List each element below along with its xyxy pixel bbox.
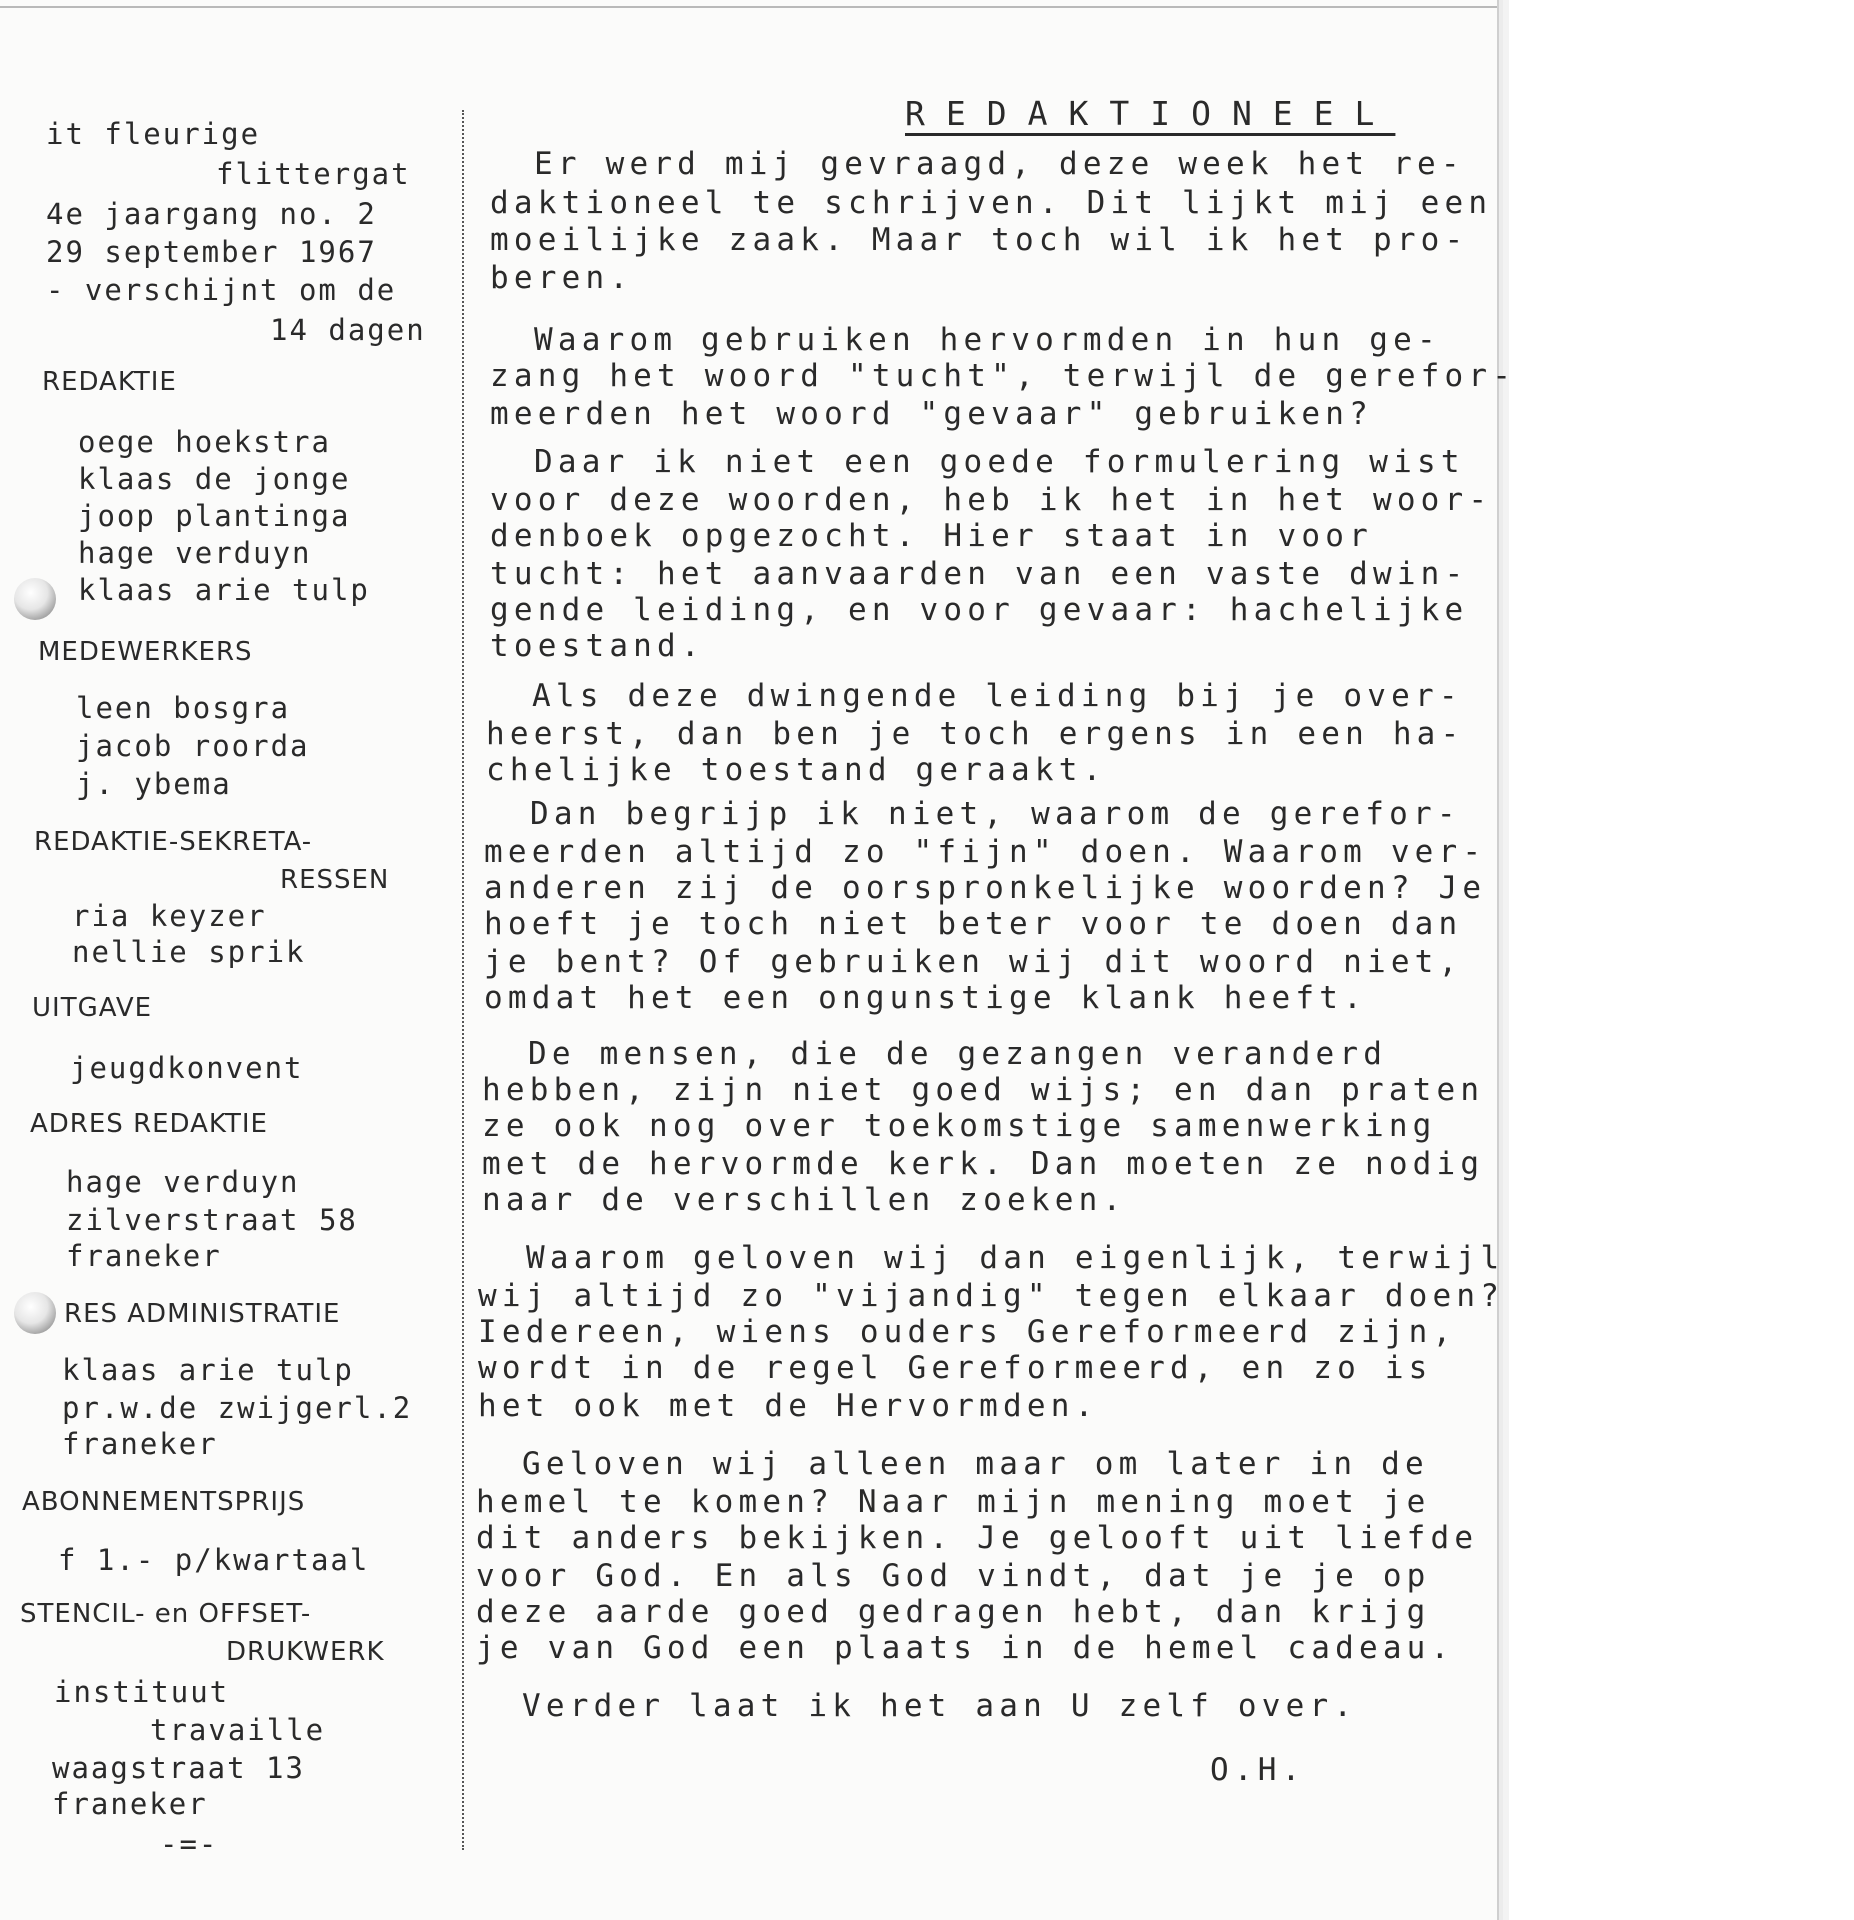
redaktie-member: joop plantinga [78,499,351,533]
column-divider [462,110,464,1850]
article-line: hemel te komen? Naar mijn mening moet je [476,1484,1431,1520]
article-line: meerden het woord "gevaar" gebruiken? [490,396,1373,432]
article-line: Als deze dwingende leiding bij je over- [532,678,1463,714]
medewerker: j. ybema [76,767,232,801]
masthead-line: 14 dagen [270,313,426,347]
article-line: meerden altijd zo "fijn" doen. Waarom ver- [484,834,1487,870]
adres-redaktie-line: zilverstraat 58 [66,1203,358,1237]
redaktie-member: hage verduyn [78,536,312,570]
redaktie-heading: REDAKTIE [42,367,177,397]
masthead-line: it fleurige [46,117,261,151]
article-line: hebben, zijn niet goed wijs; en dan praten [482,1072,1485,1108]
uitgave-value: jeugdkonvent [70,1051,304,1085]
sekretaresse: ria keyzer [72,899,267,933]
article-line: het ook met de Hervormden. [478,1388,1099,1424]
article-line: hoeft je toch niet beter voor te doen dan [484,906,1463,942]
druk-line: franeker [52,1787,208,1821]
article-line: Waarom geloven wij dan eigenlijk, terwijl [526,1240,1505,1276]
adres-redaktie-line: hage verduyn [66,1165,300,1199]
medewerker: leen bosgra [76,691,291,725]
adres-redaktie-heading: ADRES REDAKTIE [30,1109,268,1139]
redaktie-member: klaas de jonge [78,462,351,496]
article-line: voor deze woorden, heb ik het in het woor- [490,482,1493,518]
redaktie-member: oege hoekstra [78,425,331,459]
sekretaresse: nellie sprik [72,935,306,969]
article-line: deze aarde goed gedragen hebt, dan krijg [476,1594,1431,1630]
article-line: daktioneel te schrijven. Dit lijkt mij een [490,185,1493,221]
article-line: Er werd mij gevraagd, deze week het re- [534,146,1465,182]
article-line: De mensen, die de gezangen veranderd [528,1036,1388,1072]
end-mark: -=- [160,1827,219,1861]
adres-admin-heading: RES ADMINISTRATIE [64,1299,341,1329]
adres-redaktie-line: franeker [66,1239,222,1273]
article-line: voor God. En als God vindt, dat je je op [476,1558,1431,1594]
druk-heading: STENCIL- en OFFSET- [20,1599,312,1629]
article-line: Iedereen, wiens ouders Gereformeerd zijn, [478,1314,1457,1350]
adres-admin-line: klaas arie tulp [62,1353,354,1387]
masthead-line: flittergat [216,157,411,191]
article-line: beren. [490,260,634,296]
prijs-value: f 1.- p/kwartaal [58,1543,370,1577]
druk-line: waagstraat 13 [52,1751,305,1785]
colophon-sidebar [0,0,460,1920]
article-line: je van God een plaats in de hemel cadeau. [476,1630,1455,1666]
medewerkers-heading: MEDEWERKERS [38,637,253,667]
article-line: toestand. [490,628,705,664]
article-line: moeilijke zaak. Maar toch wil ik het pro- [490,222,1469,258]
article-line: Verder laat ik het aan U zelf over. [522,1688,1358,1724]
prijs-heading: ABONNEMENTSPRIJS [22,1487,306,1517]
sekretaressen-heading: RESSEN [280,865,390,895]
article-line: dit anders bekijken. Je gelooft uit liefde [476,1520,1479,1556]
article-line: omdat het een ongunstige klank heeft. [484,980,1367,1016]
article-line: Geloven wij alleen maar om later in de [522,1446,1429,1482]
signature: O.H. [1210,1752,1306,1788]
article-line: anderen zij de oorspronkelijke woorden? Je [484,870,1487,906]
article-line: zang het woord "tucht", terwijl de gerefor- [490,358,1517,394]
article-line: Waarom gebruiken hervormden in hun ge- [534,322,1441,358]
article-line: wij altijd zo "vijandig" tegen elkaar doen? [478,1278,1505,1314]
masthead-line: 4e jaargang no. 2 [46,197,377,231]
article-line: Daar ik niet een goede formulering wist [534,444,1465,480]
druk-line: travaille [150,1713,326,1747]
article-line: met de hervormde kerk. Dan moeten ze nodig [482,1146,1485,1182]
adres-admin-line: franeker [62,1427,218,1461]
article-line: wordt in de regel Gereformeerd, en zo is [478,1350,1433,1386]
article-line: gende leiding, en voor gevaar: hachelijke [490,592,1469,628]
article-line: heerst, dan ben je toch ergens in een ha- [486,716,1465,752]
article-line: ze ook nog over toekomstige samenwerking [482,1108,1437,1144]
masthead-line: - verschijnt om de [46,273,397,307]
article-line: tucht: het aanvaarden van een vaste dwin- [490,556,1469,592]
druk-heading: DRUKWERK [226,1637,385,1667]
uitgave-heading: UITGAVE [32,993,153,1023]
article-line: denboek opgezocht. Hier staat in voor [490,518,1373,554]
adres-admin-line: pr.w.de zwijgerl.2 [62,1391,413,1425]
article-line: Dan begrijp ik niet, waarom de gerefor- [530,796,1461,832]
redaktie-member: klaas arie tulp [78,573,370,607]
article-line: je bent? Of gebruiken wij dit woord niet, [484,944,1463,980]
article-line: chelijke toestand geraakt. [486,752,1107,788]
druk-line: instituut [54,1675,230,1709]
masthead-line: 29 september 1967 [46,235,377,269]
article-line: naar de verschillen zoeken. [482,1182,1127,1218]
sekretaressen-heading: REDAKTIE-SEKRETA- [34,827,313,857]
medewerker: jacob roorda [76,729,310,763]
article-title: REDAKTIONEEL [905,94,1396,133]
